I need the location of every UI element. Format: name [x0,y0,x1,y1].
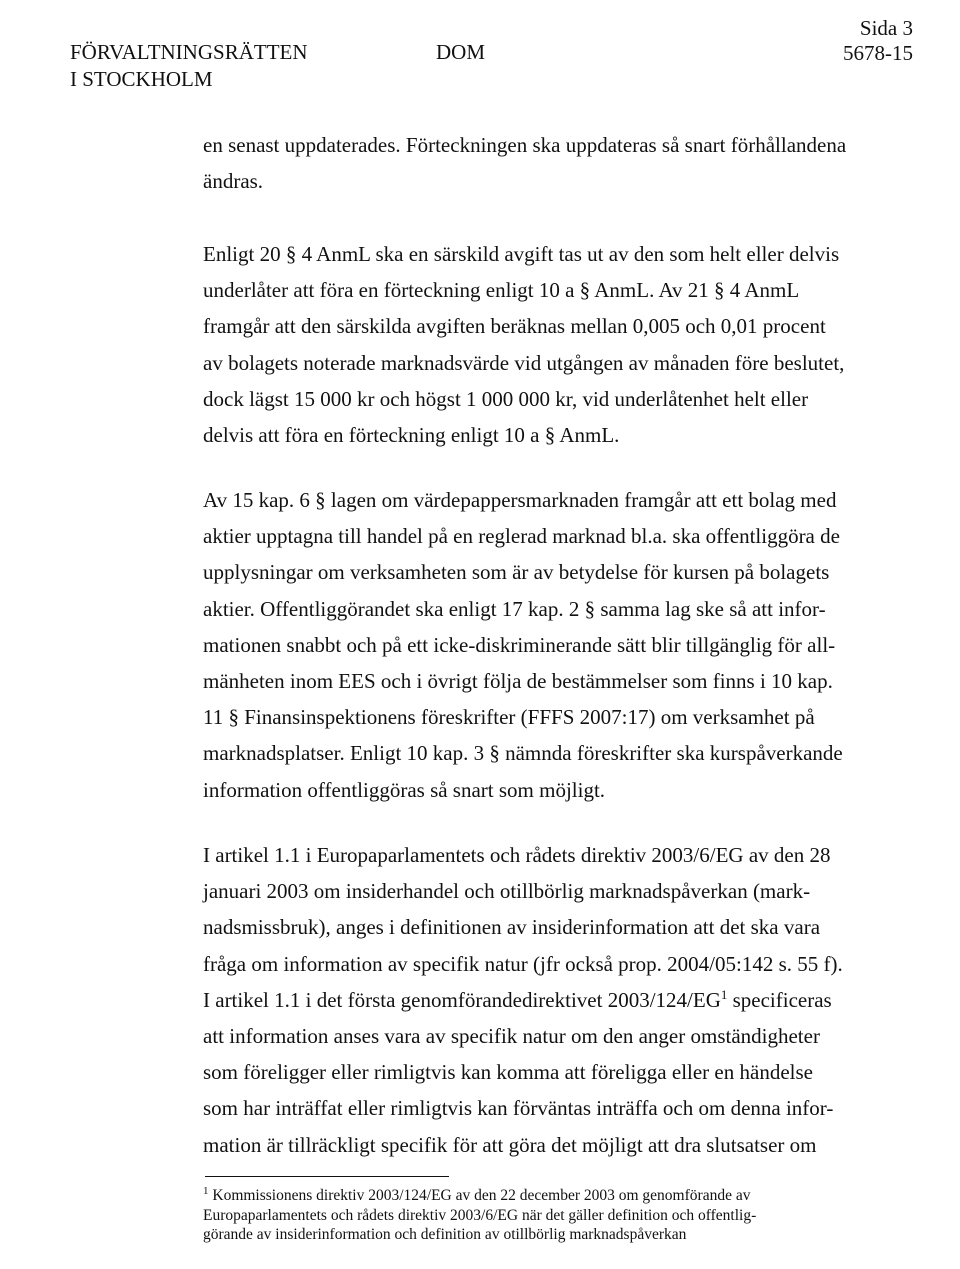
text-line: fråga om information av specifik natur (jfr också prop. 2004/05:142 s. 55 f). [203,951,843,976]
footnote [203,1186,843,1245]
paragraph-1 [203,127,847,199]
text-line: nadsmissbruk), anges i definitionen av insiderinformation att det ska vara [203,915,821,940]
text-line: mationen snabbt och på ett icke-diskriminerande sätt blir tillgänglig för all- [203,632,836,657]
text-line: 11 § Finansinspektionens föreskrifter (FFFS 2007:17) om verksamhet på [203,705,815,730]
text-line: som har inträffat eller rimligtvis kan förväntas inträffa och om denna infor- [203,1096,834,1121]
court-name [70,39,308,93]
text-line: att information anses vara av specifik natur om den anger omständigheter [203,1024,820,1049]
footnote-line: görande av insiderinformation och definition av otillbörlig marknadspåverkan [203,1226,687,1243]
text-line: aktier. Offentliggörandet ska enligt 17 kap. 2 § samma lag ske så att infor- [203,596,826,621]
text-line: av bolagets noterade marknadsvärde vid utgången av månaden före beslutet, [203,350,845,375]
text-segment: specificeras [727,987,832,1012]
paragraph-3 [203,482,843,808]
text-line: Enligt 20 § 4 AnmL ska en särskild avgift tas ut av den som helt eller delvis [203,242,840,266]
text-segment: I artikel 1.1 i det första genomförandedirektivet 2003/124/EG [203,987,721,1012]
text-line: som föreligger eller rimligtvis kan komma att föreligga eller en händelse [203,1060,813,1085]
text-line: Av 15 kap. 6 § lagen om värdepappersmarknaden framgår att ett bolag med [203,488,837,512]
document-type: DOM [436,40,486,64]
text-line: aktier upptagna till handel på en reglerad marknad bl.a. ska offentliggöra de [203,524,840,549]
text-line: underlåter att föra en förteckning enligt 10 a § AnmL. Av 21 § 4 AnmL [203,278,800,303]
text-line: delvis att föra en förteckning enligt 10 a § AnmL. [203,423,620,448]
text-line: januari 2003 om insiderhandel och otillbörlig marknadspåverkan (mark- [203,879,811,904]
paragraph-2 [203,236,843,453]
text-line: framgår att den särskilda avgiften beräknas mellan 0,005 och 0,01 procent [203,314,826,339]
text-line: en senast uppdaterades. Förteckningen ska uppdateras så snart förhållandena [203,133,847,157]
text-line: information offentliggöras så snart som möjligt. [203,777,606,802]
footnote-mark: 1 [203,1184,209,1197]
case-number: 5678-15 [843,41,913,65]
court-name-line-1: FÖRVALTNINGSRÄTTEN [70,40,308,64]
text-line: mation är tillräckligt specifik för att göra det möjligt att dra slutsatser om [203,1132,817,1157]
footnote-text: Kommissionens direktiv 2003/124/EG av den 22 december 2003 om genomförande av [208,1187,751,1204]
text-line: I artikel 1.1 i Europaparlamentets och rådets direktiv 2003/6/EG av den 28 [203,843,831,867]
text-line: upplysningar om verksamheten som är av betydelse för kursen på bolagets [203,560,830,585]
footnote-line [203,1186,843,1206]
footnote-reference: 1 [720,986,728,1002]
page-number: Sida 3 [859,16,913,40]
text-line: dock lägst 15 000 kr och högst 1 000 000 kr, vid underlåtenhet helt eller [203,386,809,411]
court-name-line-2: I STOCKHOLM [70,67,213,91]
text-line-with-footnote [203,982,843,1018]
text-line: ändras. [203,169,264,194]
footnote-divider [205,1176,449,1177]
text-line: marknadsplatser. Enligt 10 kap. 3 § nämnda föreskrifter ska kurspåverkande [203,741,843,766]
footnote-line: Europaparlamentets och rådets direktiv 2003/6/EG när det gäller definition och offentlig- [203,1206,757,1224]
paragraph-4 [203,837,843,1163]
text-line: mänheten inom EES och i övrigt följa de bestämmelser som finns i 10 kap. [203,669,833,694]
